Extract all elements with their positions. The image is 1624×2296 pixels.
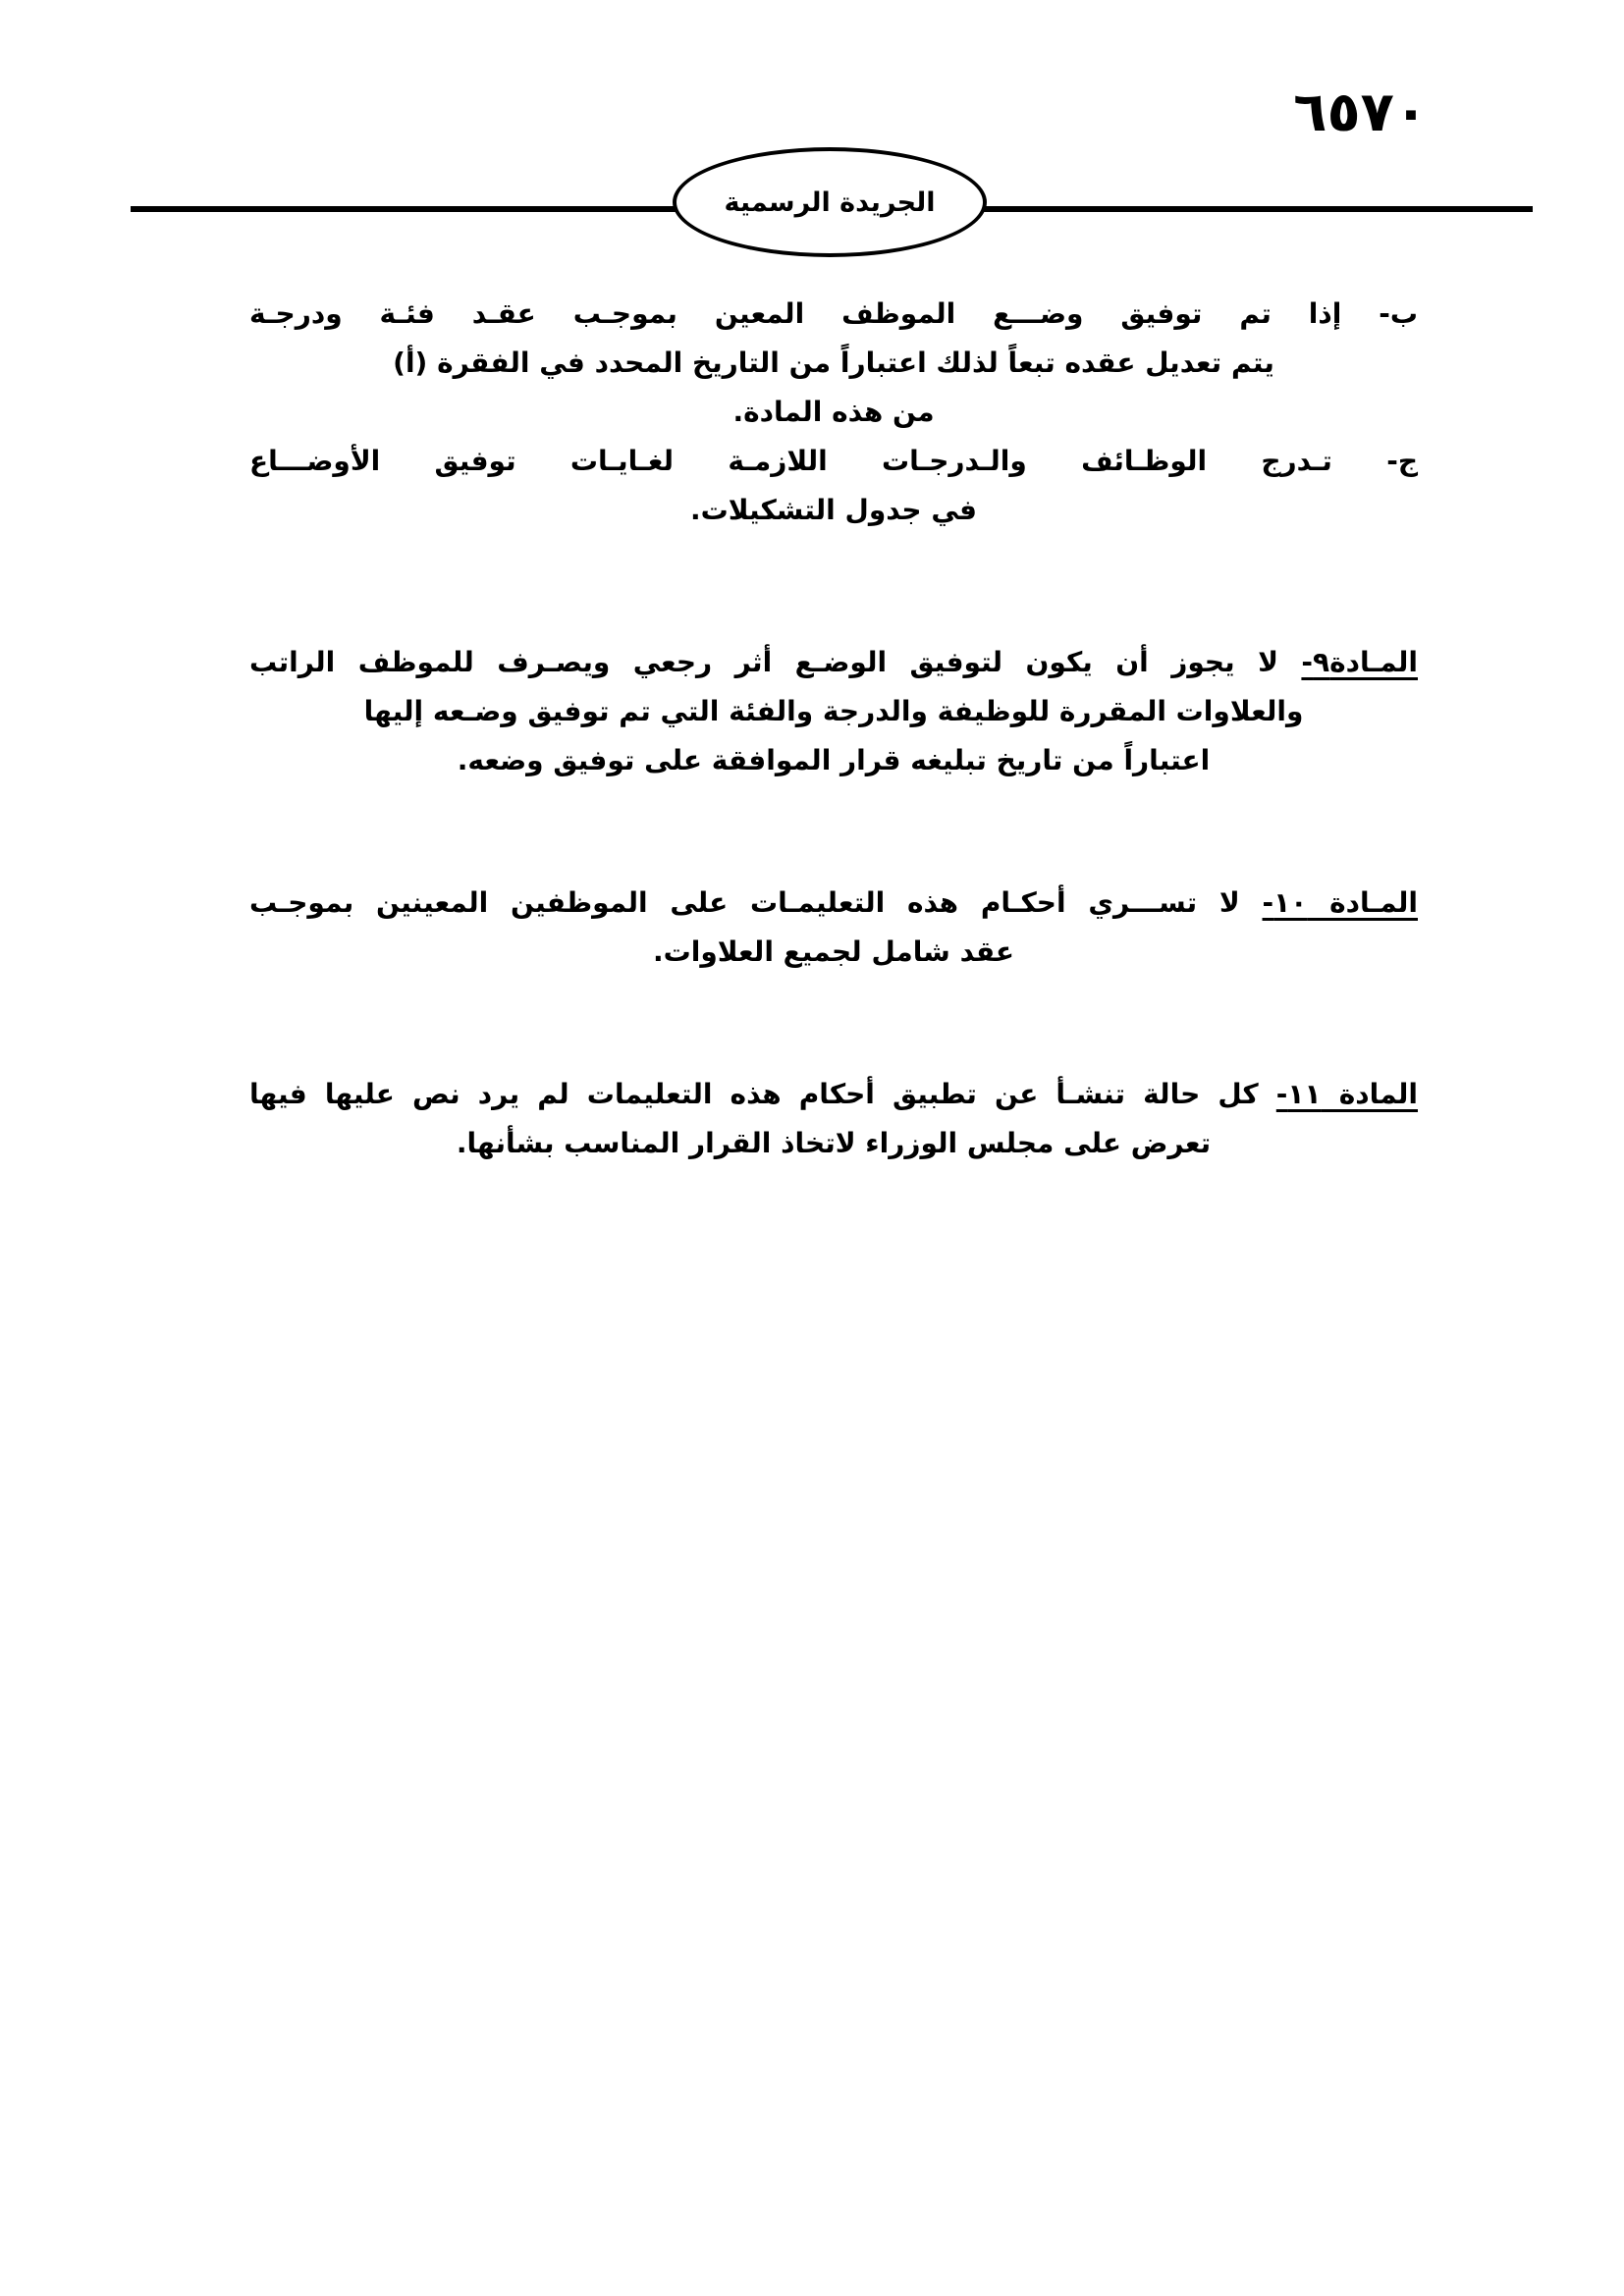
article-9 — [249, 638, 1418, 785]
clause-j-line-2: في جدول التشكيلات. — [690, 494, 977, 526]
article-10 — [249, 879, 1418, 977]
clause-b-line-1: ب- إذا تم توفيق وضـــع الموظف المعين بموجـب عقـد فئـة ودرجـة — [249, 297, 1418, 330]
article-10-label: المـادة ١٠- — [1262, 886, 1418, 919]
article-11-label: المادة ١١- — [1275, 1078, 1419, 1110]
article-11-text: كل حالة تنشـأ عن تطبيق أحكام هذه التعليمات لم يرد نص عليها فيها — [249, 1078, 1259, 1110]
article-9-text: لا يجوز أن يكون لتوفيق الوضـع أثر رجعي ويصـرف للموظف الراتب — [249, 646, 1278, 678]
article-9-label: المـادة٩- — [1301, 646, 1418, 678]
clause-b-line-3: من هذه المادة. — [732, 396, 935, 428]
clause-b — [249, 290, 1418, 437]
article-11-line-2: تعرض على مجلس الوزراء لاتخاذ القرار المناسب بشأنها. — [456, 1127, 1212, 1159]
article-9-line-3: اعتباراً من تاريخ تبليغه قرار الموافقة على توفيق وضعه. — [457, 744, 1211, 776]
article-11-line-1 — [249, 1070, 1418, 1119]
gazette-title: الجريدة الرسمية — [724, 187, 936, 218]
article-11 — [249, 1070, 1418, 1168]
clause-j — [249, 437, 1418, 535]
article-10-line-1 — [249, 879, 1418, 928]
clause-b-line-2: يتم تعديل عقده تبعاً لذلك اعتباراً من التاريخ المحدد في الفقرة (أ) — [393, 347, 1274, 379]
article-10-line-2: عقد شامل لجميع العلاوات. — [652, 935, 1015, 968]
article-9-line-2: والعلاوات المقررة للوظيفة والدرجة والفئة التي تم توفيق وضـعه إليها — [363, 695, 1304, 727]
clause-j-line-1: ج- تـدرج الوظـائف والـدرجـات اللازمـة لغـايـات توفيق الأوضـــاع — [249, 445, 1418, 477]
document-body — [249, 290, 1418, 1168]
page-number: ٦٥٧٠ — [1293, 80, 1428, 144]
article-10-text: لا تســـري أحكـام هذه التعليمـات على الموظفين المعينين بموجـب — [249, 886, 1240, 919]
gazette-title-seal — [673, 147, 987, 257]
article-9-line-1 — [249, 638, 1418, 687]
